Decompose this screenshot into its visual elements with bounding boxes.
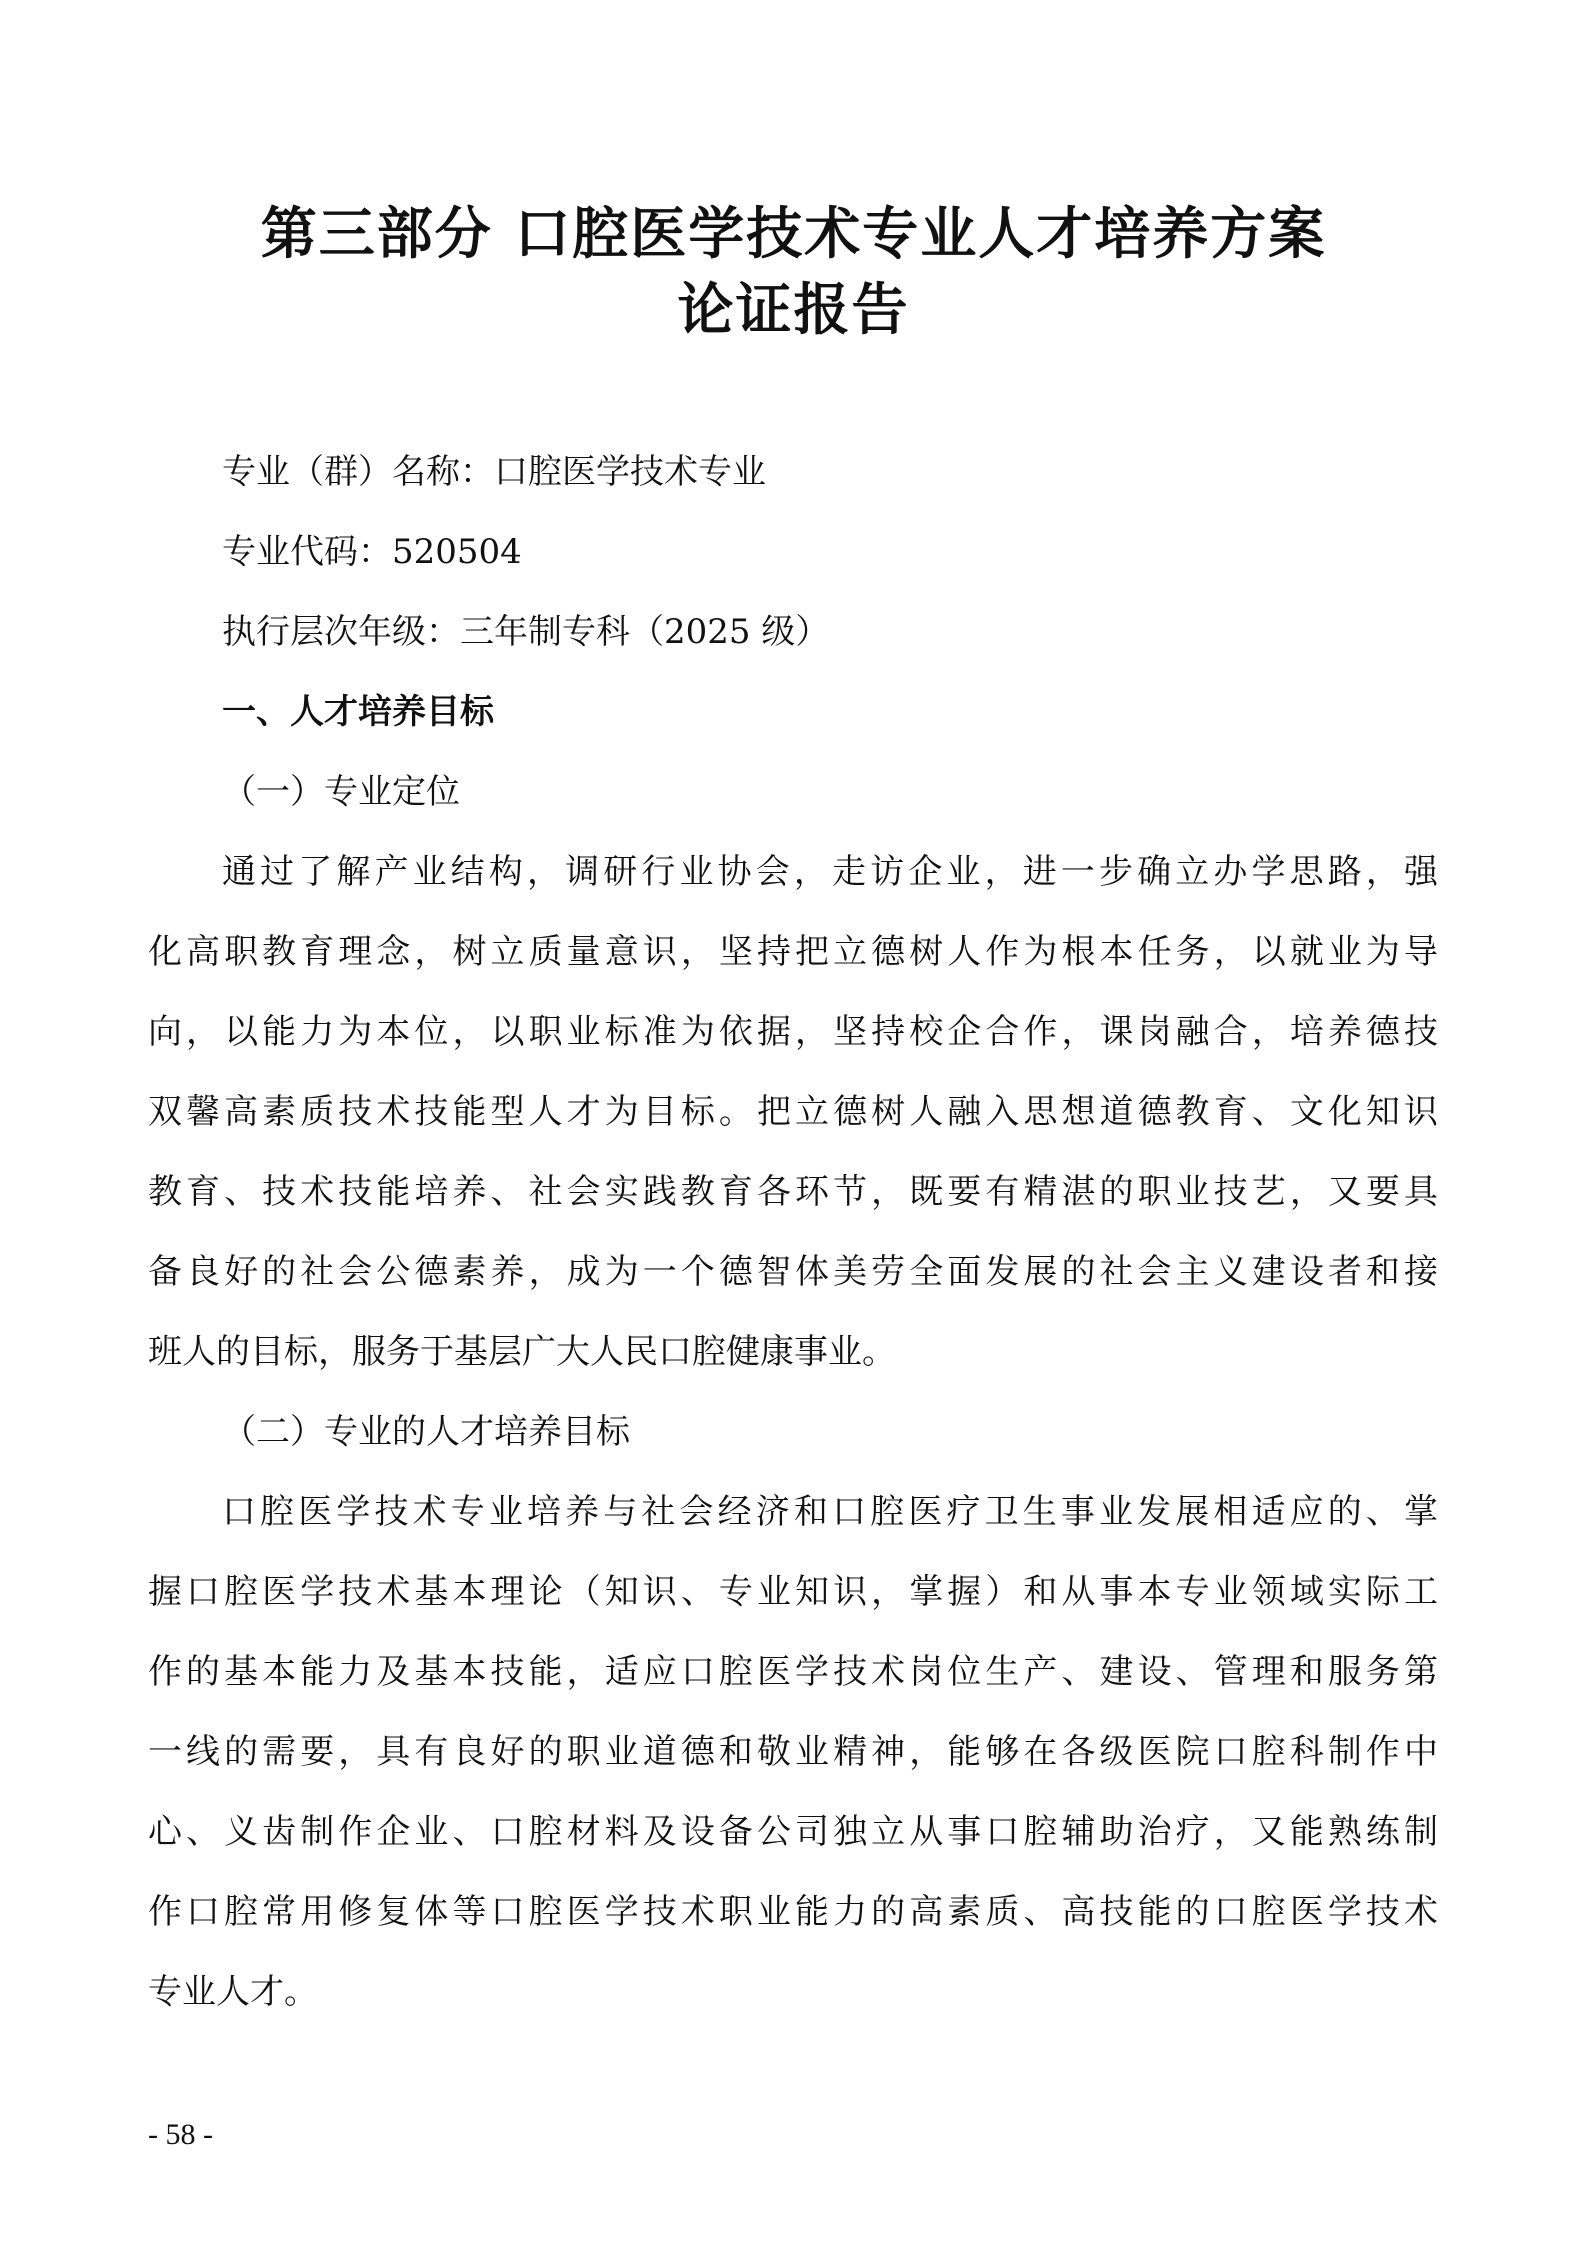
major-code: 专业代码：520504 [222, 532, 522, 572]
paragraph-line: 口腔医学技术专业培养与社会经济和口腔医疗卫生事业发展相适应的、掌 [222, 1492, 1438, 1532]
paragraph-line: 作的基本能力及基本技能，适应口腔医学技术岗位生产、建设、管理和服务第 [148, 1652, 1438, 1692]
section-heading: 一、人才培养目标 [222, 692, 494, 732]
paragraph-line: 专业人才。 [148, 1972, 318, 2012]
page-title-line-2: 论证报告 [677, 277, 910, 343]
paragraph-line: 向，以能力为本位，以职业标准为依据，坚持校企合作，课岗融合，培养德技 [148, 1012, 1438, 1052]
paragraph-line: 一线的需要，具有良好的职业道德和敬业精神，能够在各级医院口腔科制作中 [148, 1732, 1438, 1772]
subsection-heading: （一）专业定位 [222, 772, 460, 812]
grade-level: 执行层次年级：三年制专科（2025 级） [222, 612, 830, 652]
page-title-line-1: 第三部分 口腔医学技术专业人才培养方案 [260, 201, 1327, 267]
paragraph-line: 心、义齿制作企业、口腔材料及设备公司独立从事口腔辅助治疗，又能熟练制 [148, 1812, 1438, 1852]
paragraph-line: 教育、技术技能培养、社会实践教育各环节，既要有精湛的职业技艺，又要具 [148, 1172, 1438, 1212]
paragraph-line: 化高职教育理念，树立质量意识，坚持把立德树人作为根本任务，以就业为导 [148, 932, 1438, 972]
paragraph-line: 通过了解产业结构，调研行业协会，走访企业，进一步确立办学思路，强 [222, 852, 1438, 892]
subsection-heading: （二）专业的人才培养目标 [222, 1412, 630, 1452]
paragraph-line: 双馨高素质技术技能型人才为目标。把立德树人融入思想道德教育、文化知识 [148, 1092, 1438, 1132]
paragraph-line: 备良好的社会公德素养，成为一个德智体美劳全面发展的社会主义建设者和接 [148, 1252, 1438, 1292]
paragraph-line: 作口腔常用修复体等口腔医学技术职业能力的高素质、高技能的口腔医学技术 [148, 1892, 1438, 1932]
page-number: - 58 - [148, 2118, 213, 2151]
paragraph-line: 班人的目标，服务于基层广大人民口腔健康事业。 [148, 1332, 896, 1372]
paragraph-line: 握口腔医学技术基本理论（知识、专业知识，掌握）和从事本专业领域实际工 [148, 1572, 1438, 1612]
major-name: 专业（群）名称：口腔医学技术专业 [222, 452, 766, 492]
